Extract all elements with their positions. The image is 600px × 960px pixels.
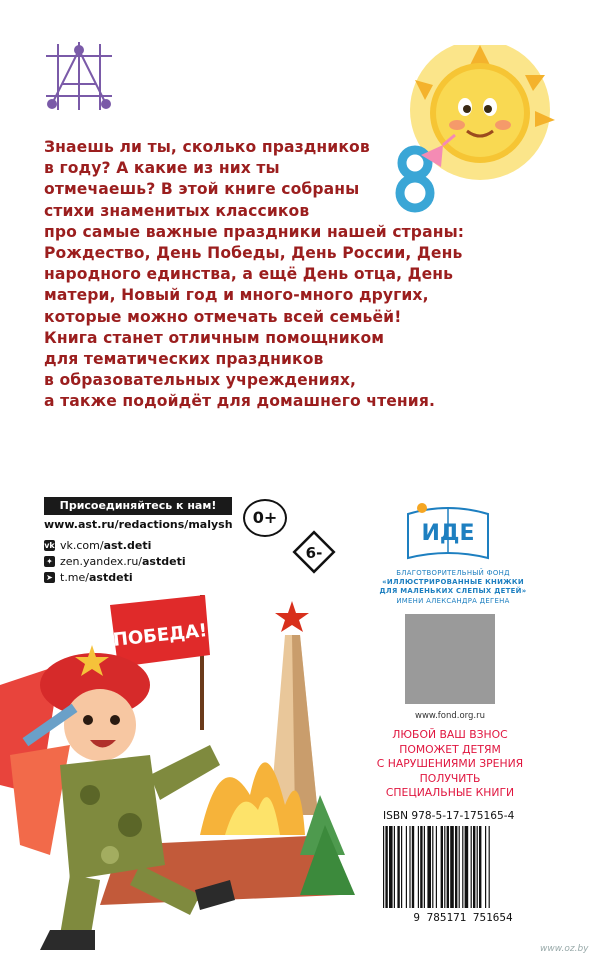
donation-line: СПЕЦИАЛЬНЫЕ КНИГИ: [385, 786, 515, 800]
zen-icon: ✦: [44, 556, 55, 567]
barcode-bar: [383, 826, 384, 908]
barcode-bar: [420, 826, 422, 908]
barcode-bar: [465, 826, 469, 908]
barcode-digits: 9 785171 751654: [413, 911, 513, 924]
description-line: для тематических праздников: [44, 350, 324, 369]
barcode-bar: [409, 826, 410, 908]
donation-line: ПОЛУЧИТЬ: [419, 771, 481, 785]
barcode-bar: [473, 826, 475, 908]
foundation-logo: [402, 500, 494, 562]
barcode-bar: [397, 826, 399, 908]
description-line: народного единства, а ещё День отца, День: [44, 265, 454, 284]
barcode-bar: [424, 826, 425, 908]
donation-line: С НАРУШЕНИЯМИ ЗРЕНИЯ: [376, 757, 524, 771]
barcode-bar: [389, 826, 393, 908]
barcode-bar: [427, 826, 431, 908]
barcode-bar: [485, 826, 486, 908]
foundation-url[interactable]: www.fond.org.ru: [415, 711, 485, 721]
barcode-bar: [450, 826, 454, 908]
description-line: которые можно отмечать всей семьёй!: [44, 307, 402, 326]
barcode-bar: [462, 826, 463, 908]
barcode-bar: [455, 826, 457, 908]
join-us-banner: Присоединяйтесь к нам!: [44, 497, 232, 515]
barcode-bar: [436, 826, 437, 908]
barcode-bar: [418, 826, 419, 908]
donation-line: ЛЮБОЙ ВАШ ВЗНОС: [392, 728, 508, 741]
donation-appeal: [364, 728, 536, 801]
age-restriction-badge: [290, 528, 338, 576]
barcode-bar: [489, 826, 490, 908]
barcode-bar: [412, 826, 414, 908]
description-line: матери, Новый год и много-много других,: [44, 286, 429, 305]
social-prefix: vk.com/: [60, 539, 104, 552]
description-line: отмечаешь? В этой книге собраны: [44, 180, 360, 199]
description-line: Книга станет отличным помощником: [44, 328, 385, 347]
watermark: www.oz.by: [540, 944, 589, 954]
social-handle: astdeti: [142, 555, 186, 568]
publisher-logo: [44, 40, 114, 112]
barcode-bar: [447, 826, 449, 908]
social-link-zen[interactable]: [44, 555, 186, 568]
barcode-bar: [441, 826, 443, 908]
foundation-logo-text: ИДЕ: [421, 521, 475, 546]
barcode-bar: [432, 826, 433, 908]
social-handle: ast.deti: [103, 539, 152, 552]
barcode-bar: [479, 826, 481, 908]
barcode-bar: [459, 826, 460, 908]
foundation-line: ДЛЯ МАЛЕНЬКИХ СЛЕПЫХ ДЕТЕЙ»: [379, 587, 527, 596]
barcode-bar: [477, 826, 478, 908]
vk-icon: vk: [44, 541, 55, 550]
description-line: а также подойдёт для домашнего чтения.: [44, 392, 435, 411]
description-line: в образовательных учреждениях,: [44, 371, 356, 390]
telegram-icon: ➤: [44, 572, 55, 583]
barcode-bar: [401, 826, 402, 908]
age-rating-badge: 0+: [243, 499, 287, 537]
publisher-site-link[interactable]: www.ast.ru/redactions/malysh: [44, 518, 233, 531]
description-line: Знаешь ли ты, сколько праздников: [44, 138, 370, 156]
description-text: [44, 137, 464, 413]
barcode-bar: [406, 826, 407, 908]
social-link-telegram[interactable]: [44, 571, 133, 584]
foundation-name: [362, 569, 544, 606]
social-prefix: zen.yandex.ru/: [60, 555, 142, 568]
flag-caption: ПОБЕДА!: [111, 620, 209, 651]
barcode-bar: [394, 826, 395, 908]
description-line: про самые важные праздники нашей страны:: [44, 222, 465, 241]
isbn-label: ISBN 978-5-17-175165-4: [383, 810, 515, 822]
qr-placeholder: [405, 614, 495, 704]
foundation-line: БЛАГОТВОРИТЕЛЬНЫЙ ФОНД: [396, 569, 510, 577]
social-handle: astdeti: [89, 571, 133, 584]
social-link-vk[interactable]: [44, 539, 151, 552]
description-line: в году? А какие из них ты: [44, 159, 280, 178]
description-line: Рождество, День Победы, День России, День: [44, 244, 463, 263]
description-line: стихи знаменитых классиков: [44, 201, 310, 220]
barcode: [375, 824, 545, 924]
donation-line: ПОМОЖЕТ ДЕТЯМ: [399, 742, 501, 756]
foundation-line: «ИЛЛЮСТРИРОВАННЫЕ КНИЖКИ: [382, 578, 524, 587]
barcode-bar: [471, 826, 472, 908]
victory-day-illustration: [0, 595, 365, 960]
foundation-line: ИМЕНИ АЛЕКСАНДРА ДЕГЕНА: [396, 596, 510, 605]
barcode-bar: [444, 826, 445, 908]
social-prefix: t.me/: [60, 571, 89, 584]
age-restriction-label: 6-: [305, 544, 323, 562]
barcode-bar: [385, 826, 387, 908]
